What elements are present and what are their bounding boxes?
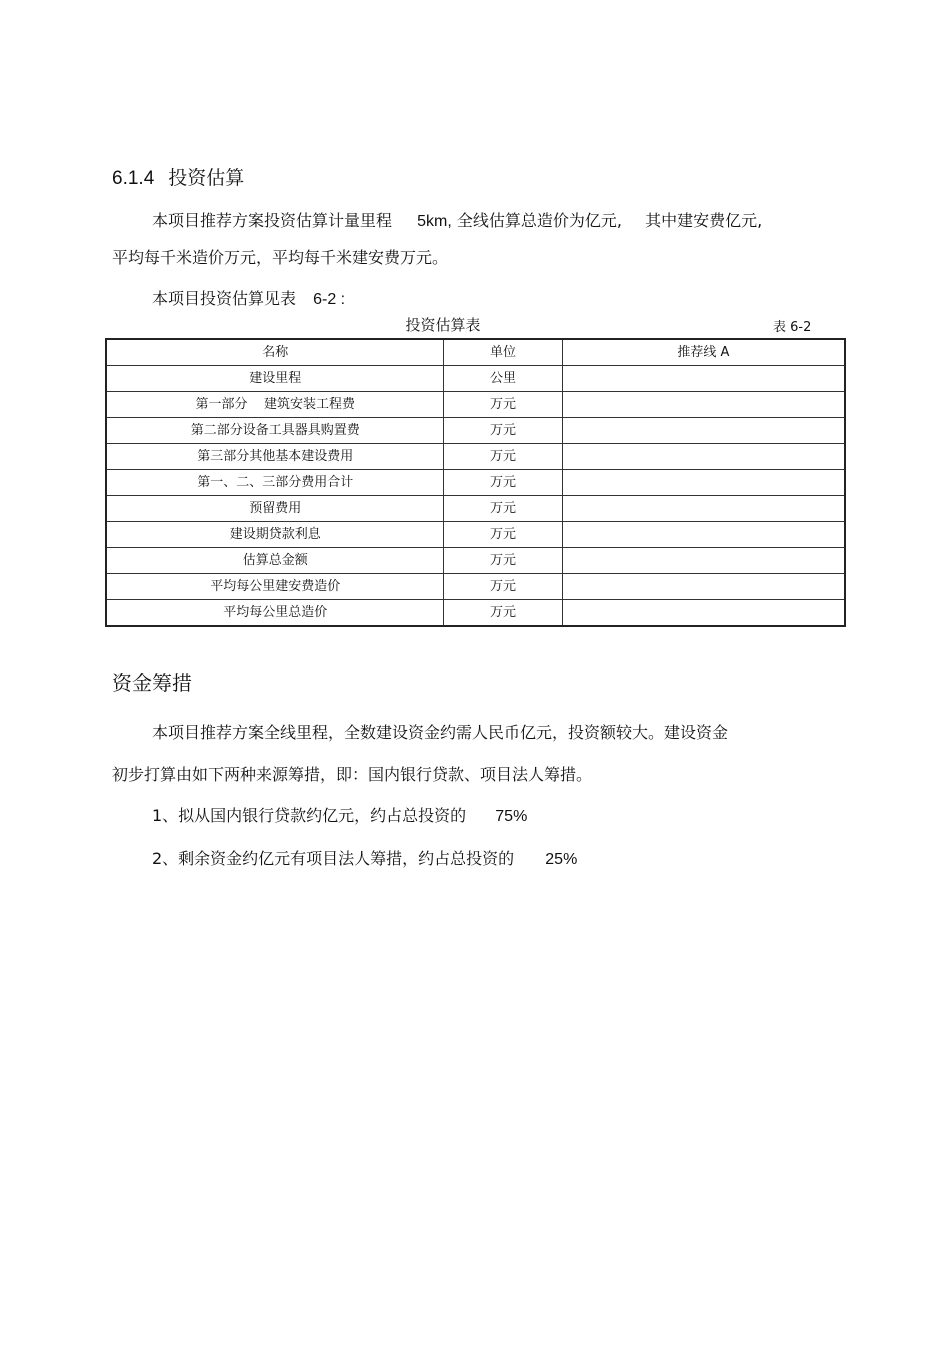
row-unit: 万元 [444, 444, 562, 470]
row-unit: 万元 [444, 470, 562, 496]
row-value [562, 418, 845, 444]
para1-text-c: 其中建安费亿元, [645, 211, 763, 230]
row-name: 平均每公里建安费造价 [106, 574, 444, 600]
row-value [562, 392, 845, 418]
table-row [106, 418, 845, 444]
table-row [106, 470, 845, 496]
row-name: 第一、二、三部分费用合计 [106, 470, 444, 496]
table-row [106, 548, 845, 574]
row-value [562, 548, 845, 574]
table-row [106, 366, 845, 392]
funding-item-1 [152, 803, 527, 826]
table-row [106, 522, 845, 548]
item1-text: 1、拟从国内银行贷款约亿元，约占总投资的 [152, 806, 467, 825]
para1-text-a: 本项目推荐方案投资估算计量里程 [152, 211, 393, 230]
para1-km: 5km, [417, 213, 452, 230]
para2-text: 本项目投资估算见表 [152, 289, 297, 308]
table-row [106, 574, 845, 600]
funding-item-2 [152, 846, 577, 869]
section-heading-funding: 资金筹措 [112, 671, 192, 695]
paragraph-1-line-1 [152, 208, 762, 231]
table-header-row [106, 339, 845, 366]
item1-percent: 75% [495, 808, 528, 825]
row-unit: 万元 [444, 574, 562, 600]
funding-paragraph-line-1: 本项目推荐方案全线里程，全数建设资金约需人民币亿元，投资额较大。建设资金 [152, 723, 729, 742]
section-heading-6-1-4 [112, 163, 244, 190]
funding-paragraph-line-2: 初步打算由如下两种来源筹措，即：国内银行贷款、项目法人筹措。 [112, 765, 593, 784]
table-row [106, 392, 845, 418]
row-value [562, 444, 845, 470]
row-value [562, 470, 845, 496]
investment-estimate-table [105, 338, 846, 627]
table-row [106, 444, 845, 470]
paragraph-1-line-2: 平均每千米造价万元，平均每千米建安费万元。 [112, 248, 449, 267]
item2-percent: 25% [545, 851, 578, 868]
para2-table-ref: 6-2 : [313, 291, 346, 308]
header-name: 名称 [106, 339, 444, 366]
row-value [562, 522, 845, 548]
table-number: 表 6-2 [773, 320, 812, 335]
row-unit: 万元 [444, 600, 562, 627]
row-unit: 万元 [444, 418, 562, 444]
row-name: 建设期贷款利息 [106, 522, 444, 548]
table-row [106, 600, 845, 627]
row-name: 第三部分其他基本建设费用 [106, 444, 444, 470]
header-unit: 单位 [444, 339, 562, 366]
row-value [562, 366, 845, 392]
row-name: 建设里程 [106, 366, 444, 392]
row-unit: 万元 [444, 496, 562, 522]
section-number: 6.1.4 [112, 168, 155, 189]
row-value [562, 600, 845, 627]
item2-text: 2、剩余资金约亿元有项目法人筹措，约占总投资的 [152, 849, 515, 868]
table-row [106, 496, 845, 522]
row-name: 预留费用 [106, 496, 444, 522]
row-name: 第一部分 建筑安装工程费 [106, 392, 444, 418]
row-unit: 万元 [444, 522, 562, 548]
row-name: 平均每公里总造价 [106, 600, 444, 627]
section-title: 投资估算 [168, 167, 245, 189]
row-value [562, 496, 845, 522]
para1-text-b: 全线估算总造价为亿元, [456, 211, 622, 230]
header-route-a: 推荐线 A [562, 339, 845, 366]
row-name: 估算总金额 [106, 548, 444, 574]
row-unit: 公里 [444, 366, 562, 392]
row-value [562, 574, 845, 600]
table-caption: 投资估算表 [405, 316, 481, 334]
row-name: 第二部分设备工具器具购置费 [106, 418, 444, 444]
paragraph-2 [152, 286, 345, 309]
row-unit: 万元 [444, 548, 562, 574]
row-unit: 万元 [444, 392, 562, 418]
